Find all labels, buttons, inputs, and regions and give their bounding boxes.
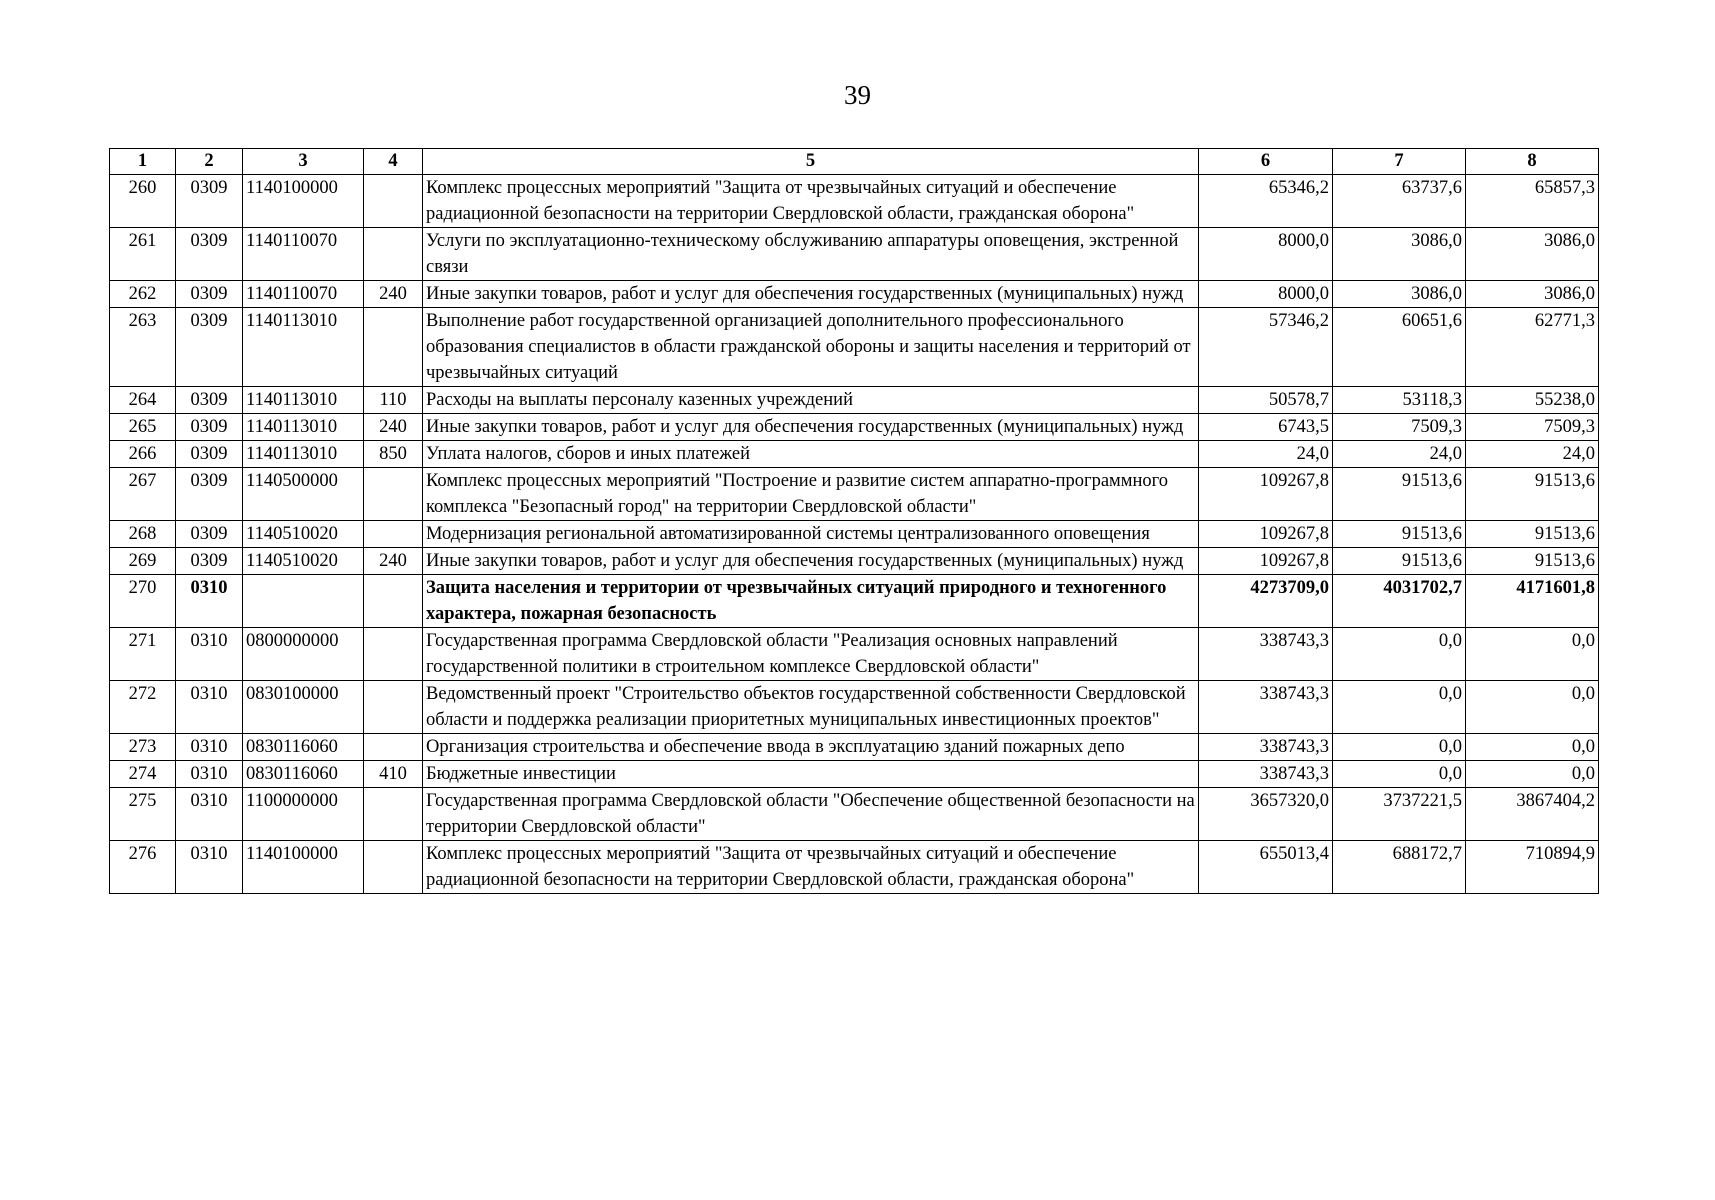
row-number: 265 (110, 414, 176, 441)
table-row (110, 281, 1599, 308)
item-name: Модернизация региональной автоматизированной системы централизованного оповещения (423, 521, 1199, 548)
row-number: 261 (110, 228, 176, 281)
amount-col-7: 3737221,5 (1333, 788, 1466, 841)
table-row (110, 548, 1599, 575)
target-article-code: 0800000000 (243, 628, 364, 681)
amount-col-6: 4273709,0 (1199, 575, 1333, 628)
table-row (110, 681, 1599, 734)
row-number: 275 (110, 788, 176, 841)
amount-col-8: 710894,9 (1466, 841, 1599, 894)
page-number: 39 (844, 80, 871, 110)
target-article-code: 1140100000 (243, 841, 364, 894)
amount-col-7: 91513,6 (1333, 548, 1466, 575)
row-number: 263 (110, 308, 176, 387)
amount-col-7: 0,0 (1333, 681, 1466, 734)
amount-col-6: 8000,0 (1199, 281, 1333, 308)
amount-col-8: 3086,0 (1466, 228, 1599, 281)
row-number: 267 (110, 468, 176, 521)
amount-col-6: 65346,2 (1199, 175, 1333, 228)
target-article-code: 0830100000 (243, 681, 364, 734)
row-number: 266 (110, 441, 176, 468)
amount-col-7: 3086,0 (1333, 228, 1466, 281)
expense-type-code (364, 175, 423, 228)
table-row (110, 441, 1599, 468)
expense-type-code (364, 228, 423, 281)
section-code: 0309 (176, 175, 243, 228)
amount-col-7: 0,0 (1333, 628, 1466, 681)
amount-col-7: 91513,6 (1333, 468, 1466, 521)
header-row (110, 149, 1599, 175)
header-col-7: 7 (1333, 149, 1466, 175)
target-article-code: 1140500000 (243, 468, 364, 521)
amount-col-8: 0,0 (1466, 734, 1599, 761)
target-article-code: 1140113010 (243, 387, 364, 414)
target-article-code: 1100000000 (243, 788, 364, 841)
target-article-code: 1140110070 (243, 228, 364, 281)
expense-type-code (364, 734, 423, 761)
item-name: Организация строительства и обеспечение ввода в эксплуатацию зданий пожарных депо (423, 734, 1199, 761)
amount-col-8: 7509,3 (1466, 414, 1599, 441)
table-header (110, 149, 1599, 175)
target-article-code: 1140113010 (243, 414, 364, 441)
section-code: 0309 (176, 548, 243, 575)
section-code: 0309 (176, 308, 243, 387)
table-row (110, 575, 1599, 628)
section-code: 0309 (176, 441, 243, 468)
budget-table (109, 148, 1599, 894)
row-number: 270 (110, 575, 176, 628)
amount-col-8: 0,0 (1466, 628, 1599, 681)
header-col-5: 5 (423, 149, 1199, 175)
amount-col-6: 338743,3 (1199, 734, 1333, 761)
section-code: 0310 (176, 841, 243, 894)
expense-type-code: 240 (364, 414, 423, 441)
expense-type-code (364, 628, 423, 681)
item-name: Иные закупки товаров, работ и услуг для обеспечения государственных (муниципальных) нужд (423, 548, 1199, 575)
amount-col-7: 53118,3 (1333, 387, 1466, 414)
amount-col-6: 338743,3 (1199, 628, 1333, 681)
target-article-code: 1140110070 (243, 281, 364, 308)
amount-col-6: 24,0 (1199, 441, 1333, 468)
amount-col-7: 7509,3 (1333, 414, 1466, 441)
amount-col-7: 91513,6 (1333, 521, 1466, 548)
expense-type-code (364, 308, 423, 387)
amount-col-8: 3086,0 (1466, 281, 1599, 308)
table-row (110, 628, 1599, 681)
amount-col-8: 3867404,2 (1466, 788, 1599, 841)
amount-col-8: 91513,6 (1466, 521, 1599, 548)
amount-col-6: 109267,8 (1199, 468, 1333, 521)
item-name: Услуги по эксплуатационно-техническому обслуживанию аппаратуры оповещения, экстренной связи (423, 228, 1199, 281)
row-number: 271 (110, 628, 176, 681)
amount-col-6: 8000,0 (1199, 228, 1333, 281)
section-code: 0310 (176, 681, 243, 734)
amount-col-7: 0,0 (1333, 761, 1466, 788)
amount-col-8: 24,0 (1466, 441, 1599, 468)
amount-col-7: 24,0 (1333, 441, 1466, 468)
item-name: Комплекс процессных мероприятий "Защита от чрезвычайных ситуаций и обеспечение радиационной безопасности на территории Свердловской области, гражданская оборона" (423, 175, 1199, 228)
target-article-code: 1140100000 (243, 175, 364, 228)
item-name: Иные закупки товаров, работ и услуг для обеспечения государственных (муниципальных) нужд (423, 281, 1199, 308)
amount-col-8: 65857,3 (1466, 175, 1599, 228)
expense-type-code: 240 (364, 281, 423, 308)
row-number: 276 (110, 841, 176, 894)
amount-col-6: 6743,5 (1199, 414, 1333, 441)
row-number: 274 (110, 761, 176, 788)
amount-col-8: 55238,0 (1466, 387, 1599, 414)
table-row (110, 788, 1599, 841)
header-col-1: 1 (110, 149, 176, 175)
table-row (110, 734, 1599, 761)
section-code: 0309 (176, 387, 243, 414)
expense-type-code: 410 (364, 761, 423, 788)
amount-col-8: 62771,3 (1466, 308, 1599, 387)
amount-col-7: 0,0 (1333, 734, 1466, 761)
expense-type-code: 850 (364, 441, 423, 468)
row-number: 264 (110, 387, 176, 414)
header-col-6: 6 (1199, 149, 1333, 175)
table-body (110, 175, 1599, 894)
expense-type-code (364, 681, 423, 734)
item-name: Государственная программа Свердловской области "Обеспечение общественной безопасности на территории Свердловской области" (423, 788, 1199, 841)
table-row (110, 841, 1599, 894)
table-row (110, 468, 1599, 521)
header-col-8: 8 (1466, 149, 1599, 175)
table-row (110, 308, 1599, 387)
amount-col-6: 338743,3 (1199, 681, 1333, 734)
section-code: 0309 (176, 468, 243, 521)
item-name: Уплата налогов, сборов и иных платежей (423, 441, 1199, 468)
expense-type-code (364, 841, 423, 894)
expense-type-code (364, 575, 423, 628)
item-name: Расходы на выплаты персоналу казенных учреждений (423, 387, 1199, 414)
amount-col-7: 4031702,7 (1333, 575, 1466, 628)
table-row (110, 228, 1599, 281)
amount-col-7: 63737,6 (1333, 175, 1466, 228)
row-number: 268 (110, 521, 176, 548)
amount-col-7: 3086,0 (1333, 281, 1466, 308)
amount-col-6: 3657320,0 (1199, 788, 1333, 841)
item-name: Выполнение работ государственной организацией дополнительного профессионального образования специалистов в области гражданской обороны и защиты населения и территорий от чрезвычайных ситуаций (423, 308, 1199, 387)
amount-col-6: 109267,8 (1199, 521, 1333, 548)
expense-type-code (364, 788, 423, 841)
target-article-code: 1140113010 (243, 441, 364, 468)
section-code: 0309 (176, 414, 243, 441)
amount-col-6: 57346,2 (1199, 308, 1333, 387)
expense-type-code (364, 468, 423, 521)
section-code: 0310 (176, 628, 243, 681)
item-name: Бюджетные инвестиции (423, 761, 1199, 788)
section-code: 0310 (176, 788, 243, 841)
amount-col-6: 655013,4 (1199, 841, 1333, 894)
expense-type-code (364, 521, 423, 548)
amount-col-8: 4171601,8 (1466, 575, 1599, 628)
section-code: 0310 (176, 734, 243, 761)
header-col-2: 2 (176, 149, 243, 175)
table-row (110, 761, 1599, 788)
target-article-code: 1140113010 (243, 308, 364, 387)
amount-col-6: 50578,7 (1199, 387, 1333, 414)
header-col-3: 3 (243, 149, 364, 175)
item-name: Комплекс процессных мероприятий "Защита от чрезвычайных ситуаций и обеспечение радиационной безопасности на территории Свердловской области, гражданская оборона" (423, 841, 1199, 894)
row-number: 273 (110, 734, 176, 761)
header-col-4: 4 (364, 149, 423, 175)
amount-col-8: 0,0 (1466, 761, 1599, 788)
amount-col-8: 0,0 (1466, 681, 1599, 734)
section-code: 0309 (176, 281, 243, 308)
table-row (110, 175, 1599, 228)
target-article-code (243, 575, 364, 628)
table-row (110, 521, 1599, 548)
row-number: 269 (110, 548, 176, 575)
item-name: Ведомственный проект "Строительство объектов государственной собственности Свердловской области и поддержка реализации приоритетных муниципальных инвестиционных проектов" (423, 681, 1199, 734)
table-row (110, 387, 1599, 414)
expense-type-code: 110 (364, 387, 423, 414)
amount-col-6: 338743,3 (1199, 761, 1333, 788)
item-name: Защита населения и территории от чрезвычайных ситуаций природного и техногенного характера, пожарная безопасность (423, 575, 1199, 628)
section-code: 0309 (176, 228, 243, 281)
item-name: Иные закупки товаров, работ и услуг для обеспечения государственных (муниципальных) нужд (423, 414, 1199, 441)
item-name: Комплекс процессных мероприятий "Построение и развитие систем аппаратно-программного комплекса "Безопасный город" на территории Свердловской области" (423, 468, 1199, 521)
amount-col-7: 60651,6 (1333, 308, 1466, 387)
target-article-code: 1140510020 (243, 548, 364, 575)
table-row (110, 414, 1599, 441)
amount-col-8: 91513,6 (1466, 548, 1599, 575)
amount-col-7: 688172,7 (1333, 841, 1466, 894)
item-name: Государственная программа Свердловской области "Реализация основных направлений государственной политики в строительном комплексе Свердловской области" (423, 628, 1199, 681)
target-article-code: 1140510020 (243, 521, 364, 548)
row-number: 260 (110, 175, 176, 228)
section-code: 0310 (176, 575, 243, 628)
amount-col-6: 109267,8 (1199, 548, 1333, 575)
section-code: 0309 (176, 521, 243, 548)
amount-col-8: 91513,6 (1466, 468, 1599, 521)
target-article-code: 0830116060 (243, 761, 364, 788)
row-number: 262 (110, 281, 176, 308)
section-code: 0310 (176, 761, 243, 788)
target-article-code: 0830116060 (243, 734, 364, 761)
expense-type-code: 240 (364, 548, 423, 575)
row-number: 272 (110, 681, 176, 734)
